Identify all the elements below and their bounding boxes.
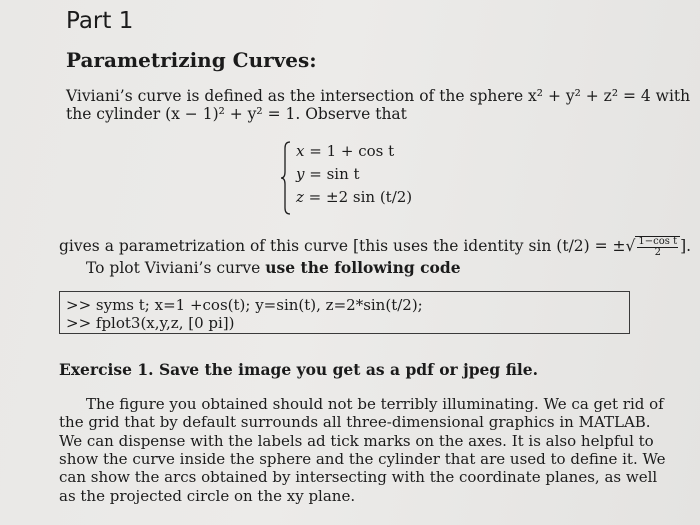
body-line-3: We can dispense with the labels ad tick marks on the axes. It is also helpful to xyxy=(59,432,654,450)
part-title: Part 1 xyxy=(66,8,134,34)
intro-line-1: Viviani’s curve is defined as the intersection of the sphere x² + y² + z² = 4 with xyxy=(66,87,691,105)
fraction-numerator: 1−cos t xyxy=(638,236,678,247)
body-line-6: as the projected circle on the xy plane. xyxy=(59,487,356,505)
identity-suffix: ]. xyxy=(680,237,692,255)
body-line-5: can show the arcs obtained by intersecting with the coordinate planes, as well xyxy=(59,468,658,486)
section-title: Parametrizing Curves: xyxy=(66,48,317,72)
exercise-heading: Exercise 1. Save the image you get as a pdf or jpeg file. xyxy=(59,360,539,379)
body-line-1: The figure you obtained should not be terribly illuminating. We ca get rid of xyxy=(86,395,664,413)
equation-x: x = 1 + cos t xyxy=(296,142,395,160)
fraction-denominator: 2 xyxy=(654,247,661,258)
sqrt-fraction xyxy=(635,236,680,258)
plot-instruction: To plot Viviani’s curve use the following code xyxy=(86,258,461,277)
left-brace-icon xyxy=(280,140,292,216)
code-line-1: >> syms t; x=1 +cos(t); y=sin(t), z=2*sin(t/2); xyxy=(66,296,423,314)
parametric-system xyxy=(280,140,430,216)
equation-y: y = sin t xyxy=(296,165,360,183)
identity-prefix: gives a parametrization of this curve [this uses the identity sin (t/2) = ±√ xyxy=(59,237,636,255)
body-line-4: show the curve inside the sphere and the cylinder that are used to define it. We xyxy=(59,450,666,468)
intro-line-2: the cylinder (x − 1)² + y² = 1. Observe that xyxy=(66,105,407,123)
equation-z: z = ±2 sin (t/2) xyxy=(296,188,413,206)
identity-line xyxy=(59,236,691,258)
code-block xyxy=(59,291,630,334)
code-line-2: >> fplot3(x,y,z, [0 pi]) xyxy=(66,314,235,332)
body-line-2: the grid that by default surrounds all three-dimensional graphics in MATLAB. xyxy=(59,413,651,431)
